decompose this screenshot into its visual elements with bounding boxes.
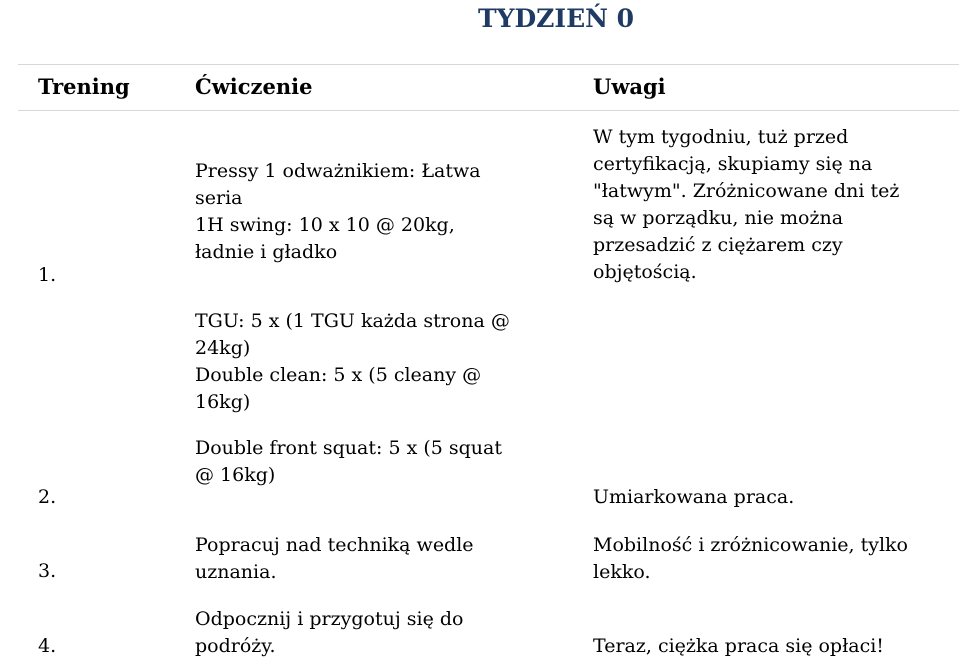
- exercise-line: 16kg): [195, 391, 251, 413]
- notes-line: lekko.: [593, 561, 651, 583]
- exercise-cell: [195, 308, 510, 489]
- header-training: Trening: [38, 74, 130, 99]
- exercise-line: 24kg): [195, 337, 251, 359]
- notes-cell: [593, 633, 884, 660]
- notes-line: W tym tygodniu, tuż przed: [593, 126, 849, 148]
- exercise-line: @ 16kg): [195, 464, 276, 486]
- exercise-cell: [195, 532, 474, 586]
- notes-line: przesadzić z ciężarem czy: [593, 234, 843, 256]
- exercise-line: seria: [195, 187, 243, 209]
- exercise-line: 1H swing: 10 x 10 @ 20kg,: [195, 214, 455, 236]
- notes-line: "łatwym". Zróżnicowane dni też: [593, 180, 900, 202]
- exercise-cell: [195, 606, 463, 660]
- notes-line: certyfikacją, skupiamy się na: [593, 153, 873, 175]
- notes-line: objętością.: [593, 261, 697, 283]
- exercise-line: Popracuj nad techniką wedle: [195, 534, 474, 556]
- notes-line: Mobilność i zróżnicowanie, tylko: [593, 534, 908, 556]
- row-number: 1.: [38, 264, 57, 286]
- exercise-line: Odpocznij i przygotuj się do: [195, 608, 464, 630]
- header-notes: Uwagi: [593, 74, 666, 99]
- page-title: TYDZIEŃ 0: [478, 4, 635, 33]
- exercise-line: Pressy 1 odważnikiem: Łatwa: [195, 160, 481, 182]
- exercise-line: podróży.: [195, 635, 276, 657]
- notes-line: są w porządku, nie można: [593, 207, 844, 229]
- header-exercise: Ćwiczenie: [195, 74, 313, 99]
- exercise-line: ładnie i gładko: [195, 241, 338, 263]
- notes-line: Umiarkowana praca.: [593, 486, 795, 508]
- exercise-line: Double clean: 5 x (5 cleany @: [195, 364, 482, 386]
- notes-cell: [593, 532, 908, 586]
- row-number: 2.: [38, 486, 57, 508]
- notes-line: Teraz, ciężka praca się opłaci!: [593, 635, 884, 657]
- row-number: 3.: [38, 560, 57, 582]
- exercise-line: Double front squat: 5 x (5 squat: [195, 437, 502, 459]
- exercise-cell: [195, 158, 481, 266]
- exercise-line: uznania.: [195, 561, 277, 583]
- exercise-line: TGU: 5 x (1 TGU każda strona @: [195, 310, 510, 332]
- table-top-rule: [18, 64, 959, 65]
- header-bottom-rule: [18, 110, 959, 111]
- notes-cell: [593, 124, 899, 286]
- notes-cell: [593, 484, 794, 511]
- row-number: 4.: [38, 635, 57, 657]
